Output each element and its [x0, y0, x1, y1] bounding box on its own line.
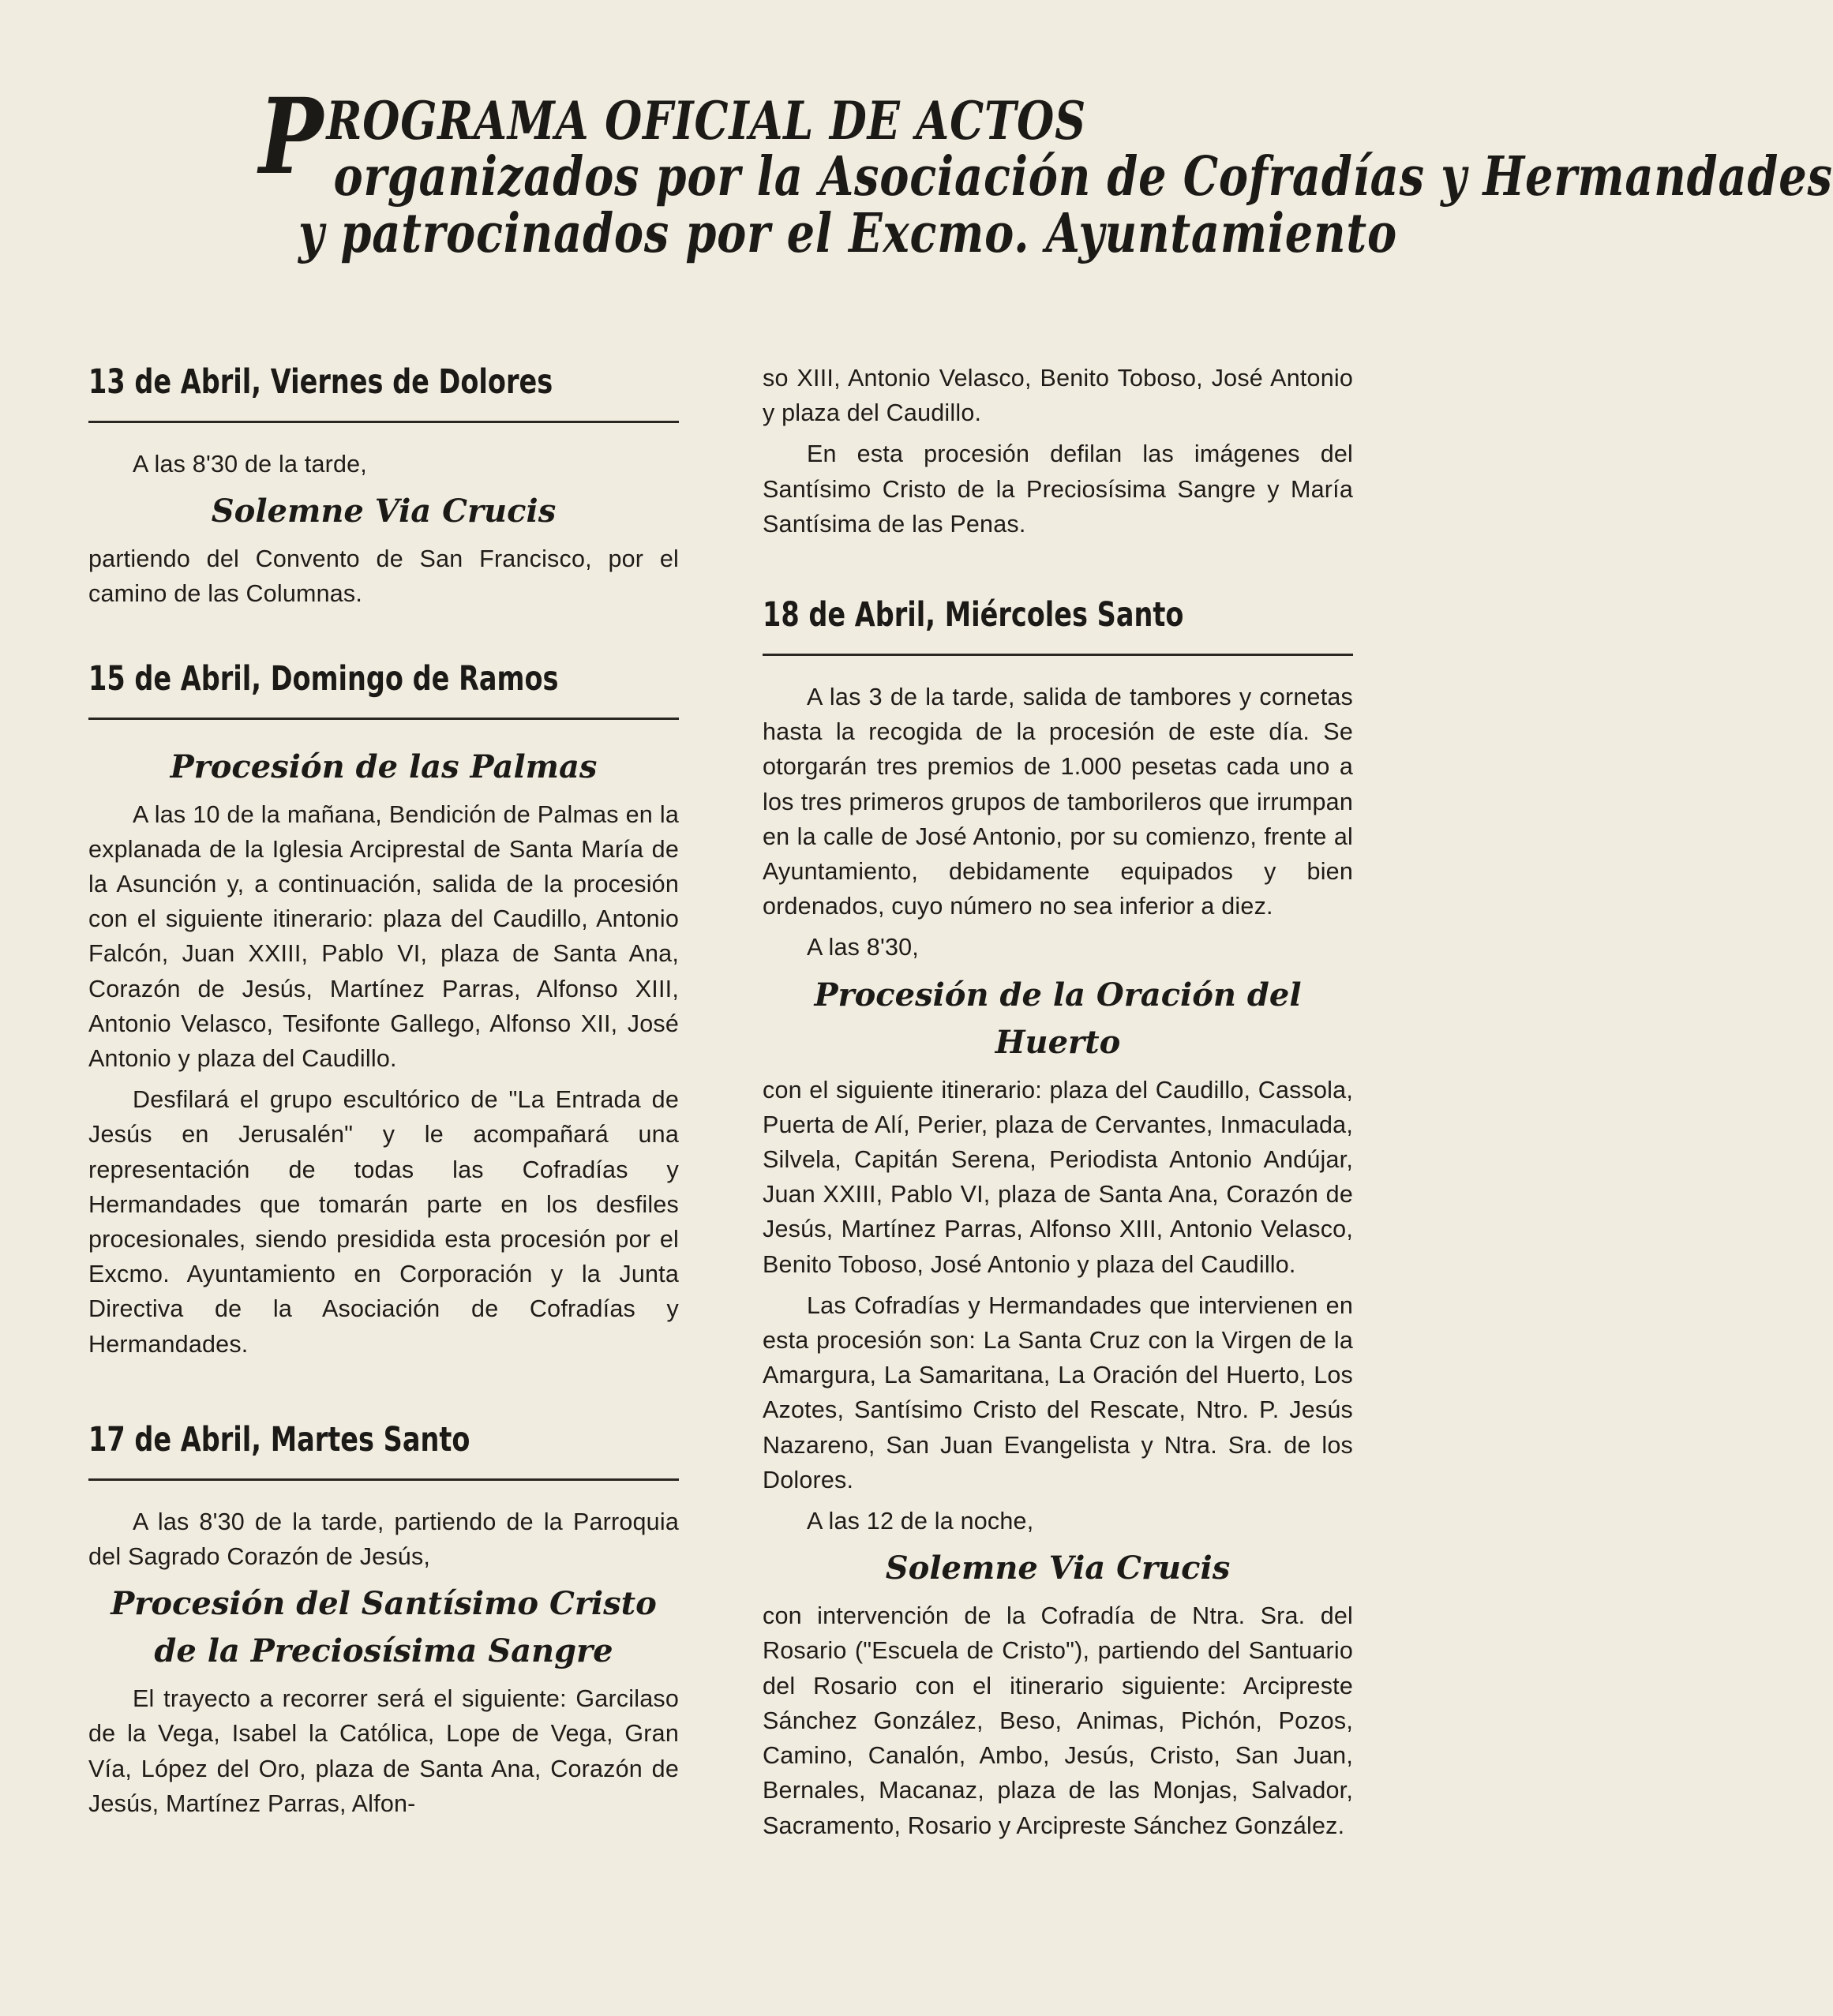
event-title-line-1: Procesión del Santísimo Cristo	[111, 1585, 657, 1623]
section-17-abril	[88, 1417, 679, 1821]
header-line-1	[259, 76, 1178, 198]
section-divider	[88, 421, 679, 423]
section-15-abril	[88, 656, 679, 1362]
header-line-3: y patrocinados por el Excmo. Ayuntamiento	[298, 202, 1397, 265]
section-heading: 15 de Abril, Domingo de Ramos	[88, 658, 559, 699]
section-heading: 17 de Abril, Martes Santo	[88, 1419, 470, 1460]
section-divider	[763, 654, 1353, 656]
paragraph: El trayecto a recorrer será el siguiente: Garcilaso de la Vega, Isabel la Católica, Lope de Vega, Gran Vía, López del Oro, plaza de Santa Ana, Corazón de Jesús, Martínez Parras, Alfon-	[88, 1685, 679, 1817]
paragraph: A las 8'30,	[807, 934, 919, 961]
event-title: Solemne Via Crucis	[211, 493, 557, 530]
paragraph: A las 8'30 de la tarde, partiendo de la Parroquia del Sagrado Corazón de Jesús,	[88, 1508, 679, 1571]
paragraph: A las 12 de la noche,	[807, 1508, 1034, 1535]
header-line-1-text: ROGRAMA OFICIAL DE ACTOS	[326, 90, 1086, 152]
paragraph: En esta procesión defilan las imágenes del Santísimo Cristo de la Preciosísima Sangre y María Santísima de las Penas.	[763, 440, 1353, 538]
paragraph: con intervención de la Cofradía de Ntra. Sra. del Rosario ("Escuela de Cristo"), partiendo del Santuario del Rosario con el itinerario siguiente: Arcipreste Sánchez González, Beso, Animas, Pichón, Pozos, Camino, Canalón, Ambo, Jesús, Cristo, San Juan, Bernales, Macanaz, plaza de las Monjas, Salvador, Sacramento, Rosario y Arcipreste Sánchez González.	[763, 1602, 1353, 1839]
paragraph: so XIII, Antonio Velasco, Benito Toboso, José Antonio y plaza del Caudillo.	[763, 365, 1353, 427]
section-divider	[88, 718, 679, 720]
section-heading: 13 de Abril, Viernes de Dolores	[88, 362, 553, 402]
paragraph: Las Cofradías y Hermandades que intervienen en esta procesión son: La Santa Cruz con la Virgen de la Amargura, La Samaritana, La Oración del Huerto, Los Azotes, Santísimo Cristo del Rescate, Ntro. P. Jesús Nazareno, San Juan Evangelista y Ntra. Sra. de los Dolores.	[763, 1291, 1353, 1493]
paragraph: A las 10 de la mañana, Bendición de Palmas en la explanada de la Iglesia Arciprestal de Santa María de la Asunción y, a continuación, salida de la procesión con el siguiente itinerario: plaza del Caudillo, Antonio Falcón, Juan XXIII, Pablo VI, plaza de Santa Ana, Corazón de Jesús, Martínez Parras, Alfonso XIII, Antonio Velasco, Tesifonte Gallego, Alfonso XII, José Antonio y plaza del Caudillo.	[88, 800, 679, 1073]
event-title-line-2: de la Preciosísima Sangre	[154, 1632, 613, 1670]
right-column	[763, 361, 1353, 1849]
paragraph: Desfilará el grupo escultórico de "La Entrada de Jesús en Jerusalén" y le acompañará una representación de todas las Cofradías y Hermandades que tomarán parte en los desfiles procesionales, siendo presidida esta procesión por el Excmo. Ayuntamiento en Corporación y la Junta Directiva de la Asociación de Cofradías y Hermandades.	[88, 1086, 679, 1358]
header-line-2: organizados por la Asociación de Cofradías y Hermandades	[333, 145, 1833, 208]
document-header	[259, 76, 1833, 265]
paragraph: partiendo del Convento de San Francisco, por el camino de las Columnas.	[88, 545, 679, 608]
event-title: Solemne Via Crucis	[885, 1549, 1231, 1587]
event-title: Procesión de las Palmas	[170, 748, 598, 785]
left-column	[88, 359, 679, 1827]
paragraph: A las 3 de la tarde, salida de tambores y cornetas hasta la recogida de la procesión de este día. Se otorgarán tres premios de 1.000 pesetas cada uno a los tres primeros grupos de tamborileros que irrumpan en la calle de José Antonio, por su comienzo, frente al Ayuntamiento, debidamente equipados y bien ordenados, cuyo número no sea inferior a diez.	[763, 684, 1353, 920]
event-title	[88, 1580, 679, 1675]
paragraph: A las 8'30 de la tarde,	[133, 451, 367, 478]
event-title: Procesión de la Oración del Huerto	[814, 976, 1302, 1061]
paragraph: con el siguiente itinerario: plaza del Caudillo, Cassola, Puerta de Alí, Perier, plaza de Cervantes, Inmaculada, Silvela, Capitán Serena, Periodista Antonio Andújar, Juan XXIII, Pablo VI, plaza de Santa Ana, Corazón de Jesús, Martínez Parras, Alfonso XIII, Antonio Velasco, Benito Toboso, José Antonio y plaza del Caudillo.	[763, 1076, 1353, 1278]
section-continuation	[763, 361, 1353, 541]
section-divider	[88, 1478, 679, 1481]
section-heading: 18 de Abril, Miércoles Santo	[763, 595, 1184, 635]
drop-cap: P	[259, 76, 324, 198]
section-13-abril	[88, 359, 679, 612]
section-18-abril	[763, 592, 1353, 1843]
